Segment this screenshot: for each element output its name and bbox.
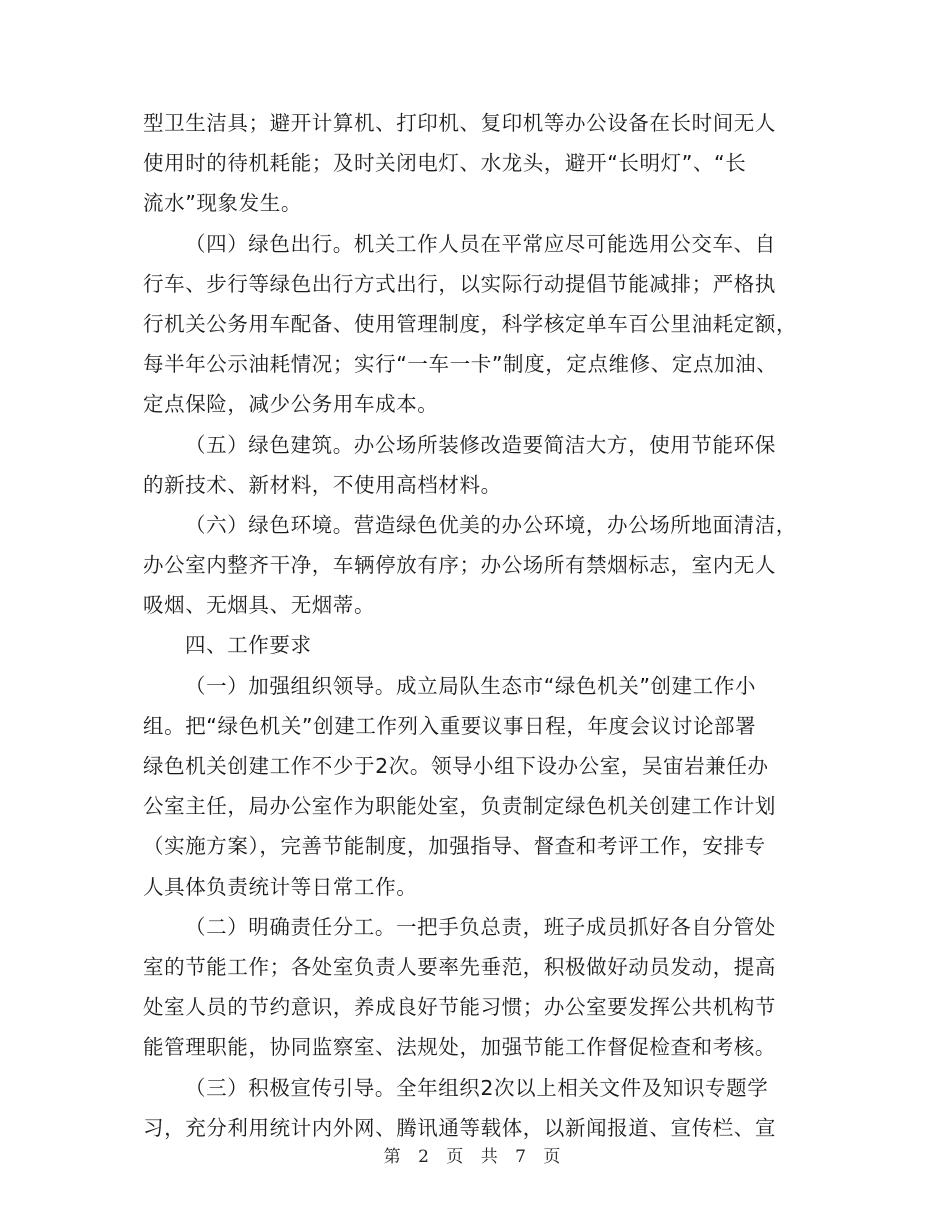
text-line: 能管理职能，协同监察室、法规处，加强节能工作督促检查和考核。: [143, 1035, 776, 1060]
text-line: （四）绿色出行。机关工作人员在平常应尽可能选用公交车、自: [185, 231, 776, 256]
text-line: 公室主任，局办公室作为职能处室，负责制定绿色机关创建工作计划: [143, 794, 776, 819]
text-line: （二）明确责任分工。一把手负总责，班子成员抓好各自分管处: [185, 914, 776, 939]
text-line: 习，充分利用统计内外网、腾讯通等载体，以新闻报道、宣传栏、宣: [143, 1115, 776, 1140]
text-line: 组。把“绿色机关”创建工作列入重要议事日程，年度会议讨论部署: [143, 713, 757, 738]
text-line: 办公室内整齐干净，车辆停放有序；办公场所有禁烟标志，室内无人: [143, 553, 776, 578]
text-line: （一）加强组织领导。成立局队生态市“绿色机关”创建工作小: [185, 673, 757, 698]
text-line: 行机关公务用车配备、使用管理制度，科学核定单车百公里油耗定额，: [143, 311, 798, 336]
text-line: 吸烟、无烟具、无烟蒂。: [143, 593, 376, 618]
text-line: 行车、步行等绿色出行方式出行，以实际行动提倡节能减排；严格执: [143, 271, 776, 296]
text-line: 室的节能工作；各处室负责人要率先垂范，积极做好动员发动，提高: [143, 954, 776, 979]
text-line: 人具体负责统计等日常工作。: [143, 874, 418, 899]
text-line: 型卫生洁具；避开计算机、打印机、复印机等办公设备在长时间无人: [143, 111, 776, 135]
page-number-footer: 第 2 页 共 7 页: [383, 1147, 567, 1167]
text-line: 的新技术、新材料，不使用高档材料。: [143, 472, 502, 497]
text-line: （三）积极宣传引导。全年组织2次以上相关文件及知识专题学: [185, 1075, 769, 1100]
text-line: 流水”现象发生。: [143, 191, 302, 216]
text-line: 每半年公示油耗情况；实行“一车一卡”制度，定点维修、定点加油、: [143, 352, 778, 377]
text-line: 四、工作要求: [185, 633, 312, 658]
text-line: （五）绿色建筑。办公场所装修改造要简洁大方，使用节能环保: [185, 432, 776, 457]
text-line: （六）绿色环境。营造绿色优美的办公环境，办公场所地面清洁，: [185, 512, 797, 537]
text-line: 处室人员的节约意识，养成良好节能习惯；办公室要发挥公共机构节: [143, 995, 776, 1020]
text-line: （实施方案），完善节能制度，加强指导、督查和考评工作，安排专: [143, 834, 766, 859]
text-line: 使用时的待机耗能；及时关闭电灯、水龙头，避开“长明灯”、“长: [143, 151, 747, 176]
text-line: 定点保险，减少公务用车成本。: [143, 392, 439, 417]
document-body: [143, 103, 803, 1148]
text-line: 绿色机关创建工作不少于2次。领导小组下设办公室，吴宙岩兼任办: [143, 754, 769, 778]
